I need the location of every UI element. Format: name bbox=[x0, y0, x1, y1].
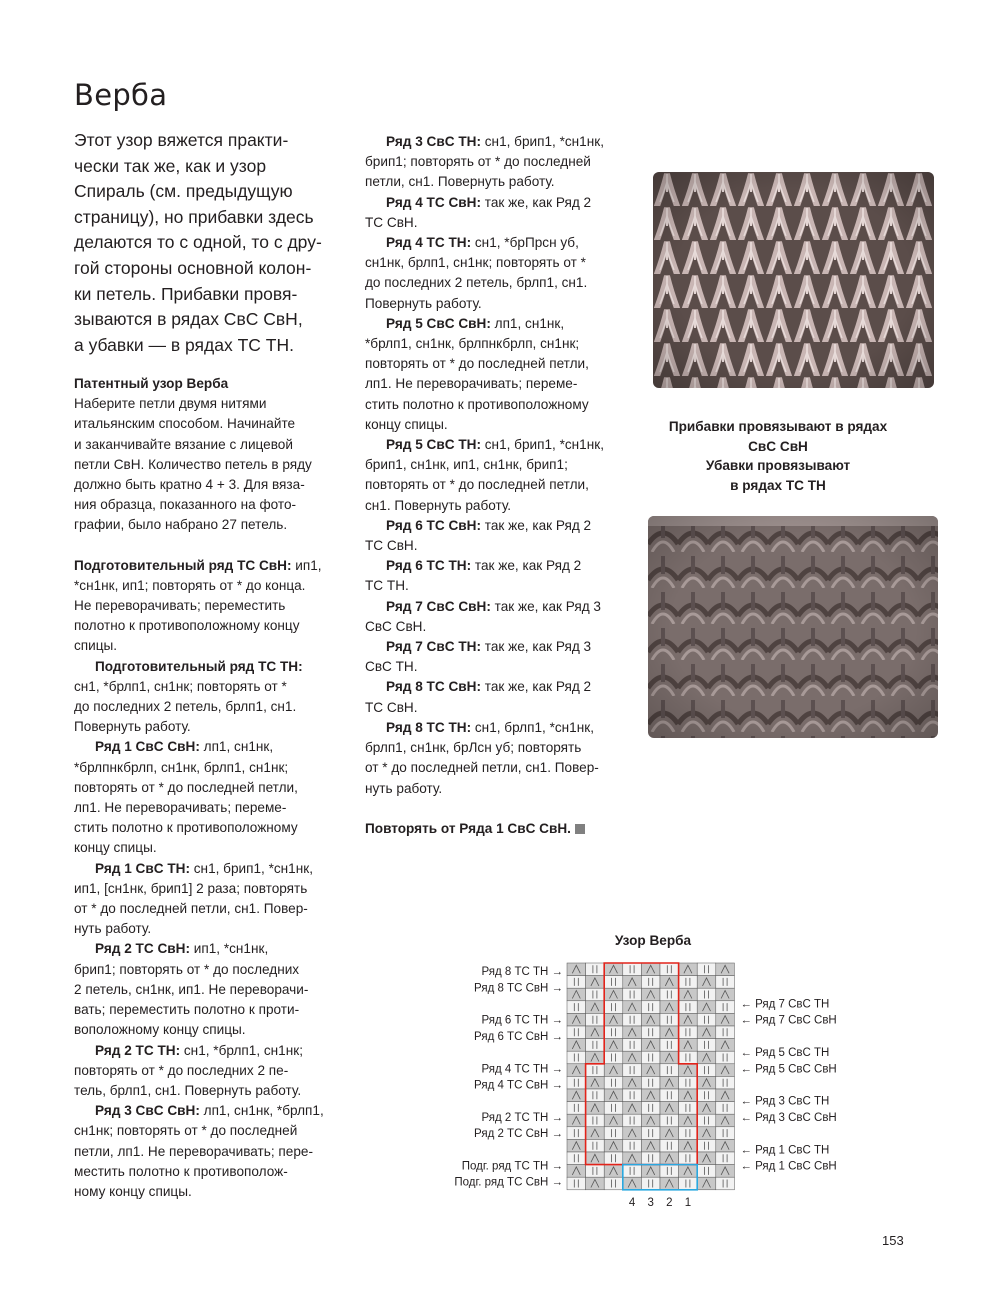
setup-line: петли СвН. Количество петель в ряду bbox=[74, 456, 312, 472]
row-label: Ряд 1 СвС СвН: bbox=[95, 739, 200, 755]
chart-cell bbox=[716, 1127, 735, 1140]
chart-cell bbox=[567, 1051, 586, 1064]
setup-line: Наберите петли двумя нитями bbox=[74, 396, 267, 412]
instruction-line bbox=[365, 395, 635, 415]
chart-cell bbox=[716, 1026, 735, 1039]
instruction-line bbox=[365, 273, 635, 293]
setup-line: и заканчивайте вязание с лицевой bbox=[74, 436, 293, 452]
knitting-chart bbox=[440, 958, 860, 1208]
intro-line: страницу), но прибавки здесь bbox=[74, 206, 314, 227]
instruction-line bbox=[365, 718, 635, 738]
chart-row-label-left: Ряд 8 ТС ТН → bbox=[481, 966, 563, 979]
row-text: так же, как Ряд 2 bbox=[480, 679, 592, 695]
chart-cell bbox=[716, 1076, 735, 1089]
chart-cell bbox=[623, 1039, 642, 1052]
row-text: повторять от * до последней петли, bbox=[365, 356, 589, 372]
row-text: Повернуть работу. bbox=[365, 295, 482, 311]
setup-paragraph bbox=[74, 394, 354, 535]
row-label: Ряд 7 СвС СвН: bbox=[386, 598, 491, 614]
chart-cell bbox=[641, 1177, 660, 1190]
caption-line: Убавки провязывают bbox=[705, 458, 851, 473]
instruction-line bbox=[365, 233, 635, 253]
row-label: Ряд 2 ТС ТН: bbox=[95, 1042, 181, 1058]
row-text: так же, как Ряд 2 bbox=[480, 194, 592, 210]
row-text: ТС СвН. bbox=[365, 699, 418, 715]
row-text: повторять от * до последних 2 пе- bbox=[74, 1062, 289, 1078]
chart-cell bbox=[604, 1152, 623, 1165]
chart-cell bbox=[679, 1127, 698, 1140]
chart-row-label-left: Ряд 4 ТС ТН → bbox=[481, 1063, 563, 1076]
chart-cell bbox=[641, 1001, 660, 1014]
instruction-line bbox=[365, 253, 635, 273]
chart-cell bbox=[586, 1089, 605, 1102]
chart-cell bbox=[697, 1139, 716, 1152]
chart-cell bbox=[679, 1026, 698, 1039]
setup-line: должно быть кратно 4 + 3. Для вяза- bbox=[74, 477, 305, 493]
chart-cell bbox=[567, 1026, 586, 1039]
chart-cell bbox=[623, 1114, 642, 1127]
chart-cell bbox=[660, 963, 679, 976]
chart-row-label-left: Подг. ряд ТС СвН → bbox=[454, 1176, 563, 1189]
instruction-line bbox=[74, 1020, 354, 1040]
row-text: 2 петель, сн1нк, ип1. Не переворачи- bbox=[74, 981, 309, 997]
chart-cell bbox=[604, 1127, 623, 1140]
row-text: стить полотно к противоположному bbox=[365, 396, 589, 412]
row-text: лп1, сн1нк, bbox=[490, 315, 565, 331]
instruction-line bbox=[74, 1061, 354, 1081]
instruction-line bbox=[74, 980, 354, 1000]
row-text: ип1, bbox=[291, 557, 322, 573]
chart-cell bbox=[586, 1139, 605, 1152]
instruction-line bbox=[365, 213, 635, 233]
instructions-column-2 bbox=[365, 132, 635, 839]
row-text: сн1нк; повторять от * до последней bbox=[74, 1123, 298, 1139]
instruction-line bbox=[365, 415, 635, 435]
row-text: от * до последней петли, сн1. Повер- bbox=[365, 760, 599, 776]
row-text: брип1; повторять от * до последних bbox=[74, 961, 300, 977]
chart-row-label-left: Ряд 6 ТС ТН → bbox=[481, 1014, 563, 1027]
chart-row-label-right: ← Ряд 3 СвС ТН bbox=[740, 1095, 830, 1108]
instruction-line bbox=[365, 677, 635, 697]
instruction-line bbox=[74, 677, 354, 697]
row-text: СвС СвН. bbox=[365, 618, 427, 634]
row-text: сн1, брип1, *сн1нк, bbox=[480, 134, 604, 149]
intro-line: гой стороны основной колон- bbox=[74, 257, 312, 278]
row-label: Ряд 6 ТС ТН: bbox=[386, 558, 472, 574]
chart-cell bbox=[697, 1039, 716, 1052]
chart-cell bbox=[660, 1089, 679, 1102]
row-text: Повернуть работу. bbox=[74, 719, 191, 735]
chart-cell bbox=[586, 963, 605, 976]
instruction-line bbox=[74, 1121, 354, 1141]
instruction-line bbox=[74, 556, 354, 576]
instruction-line bbox=[365, 617, 635, 637]
chart-column-number: 4 bbox=[628, 1196, 636, 1208]
instruction-line bbox=[365, 334, 635, 354]
row-text: ип1, *сн1нк, bbox=[189, 941, 269, 957]
row-text: брлп1, сн1нк, брЛсн уб; повторять bbox=[365, 740, 582, 756]
chart-cell bbox=[604, 976, 623, 989]
instruction-line bbox=[74, 636, 354, 656]
row-text: брип1; повторять от * до последней bbox=[365, 154, 591, 170]
instruction-line bbox=[74, 737, 354, 757]
chart-cell bbox=[567, 1152, 586, 1165]
instruction-line bbox=[74, 1142, 354, 1162]
chart-cell bbox=[567, 1102, 586, 1115]
instruction-line bbox=[365, 354, 635, 374]
row-label: Ряд 4 ТС СвН: bbox=[386, 194, 481, 210]
instruction-line bbox=[74, 717, 354, 737]
caption-line: Прибавки провязывают в рядах bbox=[668, 419, 888, 434]
row-text: спицы. bbox=[74, 638, 118, 654]
row-text: вать; переместить полотно к проти- bbox=[74, 1002, 300, 1018]
intro-line: чески так же, как и узор bbox=[74, 155, 267, 176]
row-text: так же, как Ряд 2 bbox=[471, 558, 582, 574]
instruction-line bbox=[365, 152, 635, 172]
chart-cell bbox=[567, 976, 586, 989]
chart-cell bbox=[623, 1165, 642, 1178]
chart-cell bbox=[660, 1039, 679, 1052]
row-text: *брлп1, сн1нк, брлпнкбрлп, сн1нк; bbox=[365, 336, 580, 352]
chart-cell bbox=[697, 1114, 716, 1127]
row-text: местить полотно к противополож- bbox=[74, 1163, 288, 1179]
chart-cell bbox=[567, 1177, 586, 1190]
instruction-line bbox=[365, 779, 635, 799]
chart-cell bbox=[586, 1064, 605, 1077]
caption-line: СвС СвН bbox=[748, 438, 808, 454]
instruction-line bbox=[74, 939, 354, 959]
setup-line: итальянским способом. Начинайте bbox=[74, 416, 296, 432]
row-text: лп1, сн1нк, bbox=[199, 739, 274, 755]
instruction-line bbox=[74, 1101, 354, 1121]
chart-row-label-right: ← Ряд 7 СвС ТН bbox=[740, 998, 830, 1011]
chart-cell bbox=[641, 976, 660, 989]
row-text: до последних 2 петель, брлп1, сн1. bbox=[74, 699, 297, 715]
setup-line: ния образца, показанного на фото- bbox=[74, 497, 297, 513]
chart-cell bbox=[660, 1064, 679, 1077]
intro-line: делаются то с одной, то с дру- bbox=[74, 232, 322, 253]
instruction-line bbox=[365, 738, 635, 758]
chart-cell bbox=[641, 1102, 660, 1115]
row-label: Ряд 7 СвС ТН: bbox=[386, 639, 481, 655]
instruction-line bbox=[74, 960, 354, 980]
chart-cell bbox=[716, 1102, 735, 1115]
chart-cell bbox=[586, 1165, 605, 1178]
chart-cell bbox=[716, 1051, 735, 1064]
chart-cell bbox=[697, 1165, 716, 1178]
chart-row-label-left: Ряд 6 ТС СвН → bbox=[474, 1030, 563, 1043]
chart-row-label-left: Ряд 2 ТС ТН → bbox=[481, 1111, 563, 1124]
row-text: повторять от * до последней петли, bbox=[365, 477, 589, 493]
instructions-column-1 bbox=[74, 374, 354, 1202]
photo-caption bbox=[650, 417, 906, 495]
row-label: Ряд 4 ТС ТН: bbox=[386, 235, 472, 251]
instruction-line bbox=[74, 838, 354, 858]
swatch-front-image bbox=[653, 172, 934, 388]
instruction-line bbox=[365, 576, 635, 596]
chart-row-label-right: ← Ряд 1 СвС СвН bbox=[740, 1160, 837, 1173]
instruction-line bbox=[365, 819, 635, 839]
instruction-line bbox=[74, 1162, 354, 1182]
chart-cell bbox=[641, 1152, 660, 1165]
chart-cell bbox=[697, 1064, 716, 1077]
instruction-line bbox=[365, 374, 635, 394]
row-text: концу спицы. bbox=[74, 840, 157, 856]
chart-cell bbox=[623, 1089, 642, 1102]
chart-cell bbox=[697, 1089, 716, 1102]
instruction-line bbox=[74, 818, 354, 838]
row-text: сн1, *брлп1, сн1нк; повторять от * bbox=[74, 678, 287, 694]
row-text: до последних 2 петель, брлп1, сн1. bbox=[365, 275, 588, 291]
chart-cell bbox=[623, 1064, 642, 1077]
end-square-icon bbox=[575, 824, 585, 834]
instruction-line bbox=[74, 576, 354, 596]
instruction-line bbox=[74, 697, 354, 717]
row-text: петли, сн1. Повернуть работу. bbox=[365, 174, 555, 190]
instruction-line bbox=[365, 314, 635, 334]
chart-cell bbox=[660, 1013, 679, 1026]
chart-cell bbox=[716, 1177, 735, 1190]
column-1-rows bbox=[74, 556, 354, 1203]
instruction-line bbox=[365, 172, 635, 192]
instruction-line bbox=[74, 919, 354, 939]
chart-cell bbox=[716, 1001, 735, 1014]
row-text: брип1, сн1нк, ип1, сн1нк, брип1; bbox=[365, 457, 568, 473]
swatch-photo-front bbox=[653, 172, 934, 388]
chart-cell bbox=[567, 1127, 586, 1140]
instruction-line bbox=[365, 556, 635, 576]
chart-title: Узор Верба bbox=[614, 933, 692, 948]
row-text: петли, лп1. Не переворачивать; пере- bbox=[74, 1143, 313, 1159]
row-text: тель, брлп1, сн1. Повернуть работу. bbox=[74, 1082, 302, 1098]
row-text: ному концу спицы. bbox=[74, 1183, 192, 1199]
row-text: лп1. Не переворачивать; переме- bbox=[74, 800, 287, 816]
row-text: сн1, *брПрсн уб, bbox=[471, 235, 579, 251]
instruction-line bbox=[74, 859, 354, 879]
row-text: сн1нк, брлп1, сн1нк; повторять от * bbox=[365, 255, 586, 271]
chart-row-label-left: Ряд 4 ТС СвН → bbox=[474, 1079, 563, 1092]
instruction-line bbox=[365, 758, 635, 778]
intro-line: Спираль (см. предыдущую bbox=[74, 181, 293, 202]
swatch-photo-back bbox=[648, 516, 938, 738]
instruction-line bbox=[74, 657, 354, 677]
chart-cell bbox=[604, 1076, 623, 1089]
chart-cell bbox=[641, 1076, 660, 1089]
intro-line: зываются в рядах СвС СвН, bbox=[74, 309, 303, 330]
row-text: лп1, сн1нк, *брлп1, bbox=[199, 1103, 324, 1119]
chart-row-label-left: Ряд 8 ТС СвН → bbox=[474, 982, 563, 995]
instruction-line bbox=[74, 758, 354, 778]
instruction-line bbox=[365, 475, 635, 495]
row-label: Ряд 6 ТС СвН: bbox=[386, 517, 481, 533]
chart-column-number: 1 bbox=[684, 1196, 692, 1208]
instruction-line bbox=[365, 496, 635, 516]
instruction-line bbox=[365, 637, 635, 657]
instruction-line bbox=[74, 879, 354, 899]
swatch-back-image bbox=[648, 516, 938, 738]
chart-row-label-right: ← Ряд 5 СвС СвН bbox=[740, 1063, 837, 1076]
chart-cell bbox=[604, 1177, 623, 1190]
row-label: Подготовительный ряд ТС ТН: bbox=[95, 658, 303, 674]
chart-cell bbox=[697, 988, 716, 1001]
instruction-line bbox=[74, 596, 354, 616]
row-text: *сн1нк, ип1; повторять от * до конца. bbox=[74, 577, 306, 593]
row-label: Ряд 3 СвС ТН: bbox=[386, 134, 481, 149]
chart-row-label-right: ← Ряд 3 СвС СвН bbox=[740, 1111, 837, 1124]
page-title: Верба bbox=[74, 78, 168, 112]
chart-cell bbox=[716, 976, 735, 989]
instruction-line bbox=[365, 294, 635, 314]
row-label: Ряд 5 СвС СвН: bbox=[386, 315, 491, 331]
instruction-line bbox=[74, 616, 354, 636]
row-text: воположному концу спицы. bbox=[74, 1022, 246, 1038]
row-text: концу спицы. bbox=[365, 416, 448, 432]
row-text: лп1. Не переворачивать; переме- bbox=[365, 376, 578, 392]
row-text: Не переворачивать; переместить bbox=[74, 598, 286, 614]
row-text: повторять от * до последней петли, bbox=[74, 779, 298, 795]
chart-cell bbox=[660, 1165, 679, 1178]
chart-row-label-right: ← Ряд 1 СвС ТН bbox=[740, 1144, 830, 1157]
chart-cell bbox=[697, 963, 716, 976]
chart-cell bbox=[586, 1114, 605, 1127]
instruction-line bbox=[365, 132, 635, 152]
chart-cell bbox=[716, 1152, 735, 1165]
row-text: СвС ТН. bbox=[365, 659, 418, 675]
intro-line: ки петель. Прибавки провя- bbox=[74, 283, 298, 304]
chart-cell bbox=[623, 988, 642, 1001]
intro-line: Этот узор вяжется практи- bbox=[74, 130, 289, 150]
chart-cell bbox=[679, 976, 698, 989]
row-label: Повторять от Ряда 1 СвС СвН. bbox=[365, 820, 571, 836]
row-text: стить полотно к противоположному bbox=[74, 820, 298, 836]
instruction-line bbox=[365, 657, 635, 677]
row-text: ип1, [сн1нк, брип1] 2 раза; повторять bbox=[74, 880, 308, 896]
chart-column-number: 2 bbox=[666, 1196, 673, 1208]
row-text: сн1, брип1, *сн1нк, bbox=[480, 437, 604, 453]
instruction-line bbox=[365, 435, 635, 455]
chart-cell bbox=[679, 1051, 698, 1064]
chart-cell bbox=[586, 1039, 605, 1052]
chart-row-label-left: Подг. ряд ТС ТН → bbox=[461, 1160, 563, 1173]
chart-cell bbox=[679, 1177, 698, 1190]
instruction-line bbox=[74, 778, 354, 798]
chart-row-label-right: ← Ряд 7 СвС СвН bbox=[740, 1014, 837, 1027]
row-text: ТС СвН. bbox=[365, 214, 418, 230]
chart-cell bbox=[623, 963, 642, 976]
row-text: так же, как Ряд 3 bbox=[490, 598, 601, 614]
instruction-line bbox=[74, 1081, 354, 1101]
instruction-line bbox=[365, 597, 635, 617]
row-label: Подготовительный ряд ТС СвН: bbox=[74, 557, 292, 573]
chart-cell bbox=[679, 1152, 698, 1165]
instruction-line bbox=[365, 698, 635, 718]
row-label: Ряд 8 ТС СвН: bbox=[386, 679, 481, 695]
chart-cell bbox=[660, 1139, 679, 1152]
chart-cell bbox=[567, 1001, 586, 1014]
row-text: так же, как Ряд 2 bbox=[480, 517, 592, 533]
chart-cell bbox=[679, 1076, 698, 1089]
instruction-line bbox=[365, 536, 635, 556]
chart-cell bbox=[679, 1001, 698, 1014]
row-text: так же, как Ряд 3 bbox=[480, 639, 592, 655]
page-number: 153 bbox=[882, 1233, 904, 1248]
row-text: ТС ТН. bbox=[365, 578, 409, 594]
chart-cell bbox=[604, 1001, 623, 1014]
row-label: Ряд 3 СвС СвН: bbox=[95, 1103, 200, 1119]
instruction-line bbox=[365, 455, 635, 475]
chart-cell bbox=[623, 1013, 642, 1026]
chart-cell bbox=[641, 1051, 660, 1064]
row-text: полотно к противоположному концу bbox=[74, 618, 300, 634]
intro-paragraph bbox=[74, 128, 364, 358]
chart-cell bbox=[586, 1013, 605, 1026]
chart-row-label-left: Ряд 2 ТС СвН → bbox=[474, 1128, 563, 1141]
row-label: Ряд 2 ТС СвН: bbox=[95, 941, 190, 957]
row-label: Ряд 8 ТС ТН: bbox=[386, 719, 472, 735]
chart-cell bbox=[660, 1114, 679, 1127]
chart-cell bbox=[604, 1051, 623, 1064]
chart-cell bbox=[567, 1076, 586, 1089]
chart-cell bbox=[586, 988, 605, 1001]
row-text: сн1. Повернуть работу. bbox=[365, 497, 512, 513]
instruction-line bbox=[74, 1000, 354, 1020]
chart-column-number: 3 bbox=[647, 1196, 654, 1208]
instruction-line bbox=[74, 1182, 354, 1202]
caption-line: в рядах ТС ТН bbox=[730, 477, 826, 493]
row-text: сн1, брип1, *сн1нк, bbox=[189, 860, 313, 876]
instruction-line bbox=[74, 1041, 354, 1061]
instruction-line bbox=[74, 899, 354, 919]
chart-cell bbox=[623, 1139, 642, 1152]
row-text: нуть работу. bbox=[365, 780, 443, 796]
row-text: сн1, *брлп1, сн1нк; bbox=[180, 1042, 303, 1058]
row-text: сн1, брлп1, *сн1нк, bbox=[471, 719, 594, 735]
chart-cell bbox=[679, 1102, 698, 1115]
row-label: Ряд 5 СвС ТН: bbox=[386, 437, 481, 453]
intro-line: а убавки — в рядах ТС ТН. bbox=[74, 334, 294, 355]
chart-row-label-right: ← Ряд 5 СвС ТН bbox=[740, 1047, 830, 1060]
chart-cell bbox=[697, 1013, 716, 1026]
chart-cell bbox=[641, 1127, 660, 1140]
setup-line: графии, было набрано 27 петель. bbox=[74, 517, 288, 533]
row-text: *брлпнкбрлп, сн1нк, брлп1, сн1нк; bbox=[74, 759, 289, 775]
chart-cell bbox=[604, 1102, 623, 1115]
pattern-subheading: Патентный узор Верба bbox=[74, 376, 229, 391]
row-text: нуть работу. bbox=[74, 921, 152, 937]
row-text: от * до последней петли, сн1. Повер- bbox=[74, 901, 308, 917]
chart-cell bbox=[604, 1026, 623, 1039]
chart-cell bbox=[641, 1026, 660, 1039]
instruction-line bbox=[365, 516, 635, 536]
instruction-line bbox=[74, 798, 354, 818]
instruction-line bbox=[365, 193, 635, 213]
chart-cell bbox=[660, 988, 679, 1001]
row-text: ТС СвН. bbox=[365, 538, 418, 554]
row-label: Ряд 1 СвС ТН: bbox=[95, 860, 190, 876]
